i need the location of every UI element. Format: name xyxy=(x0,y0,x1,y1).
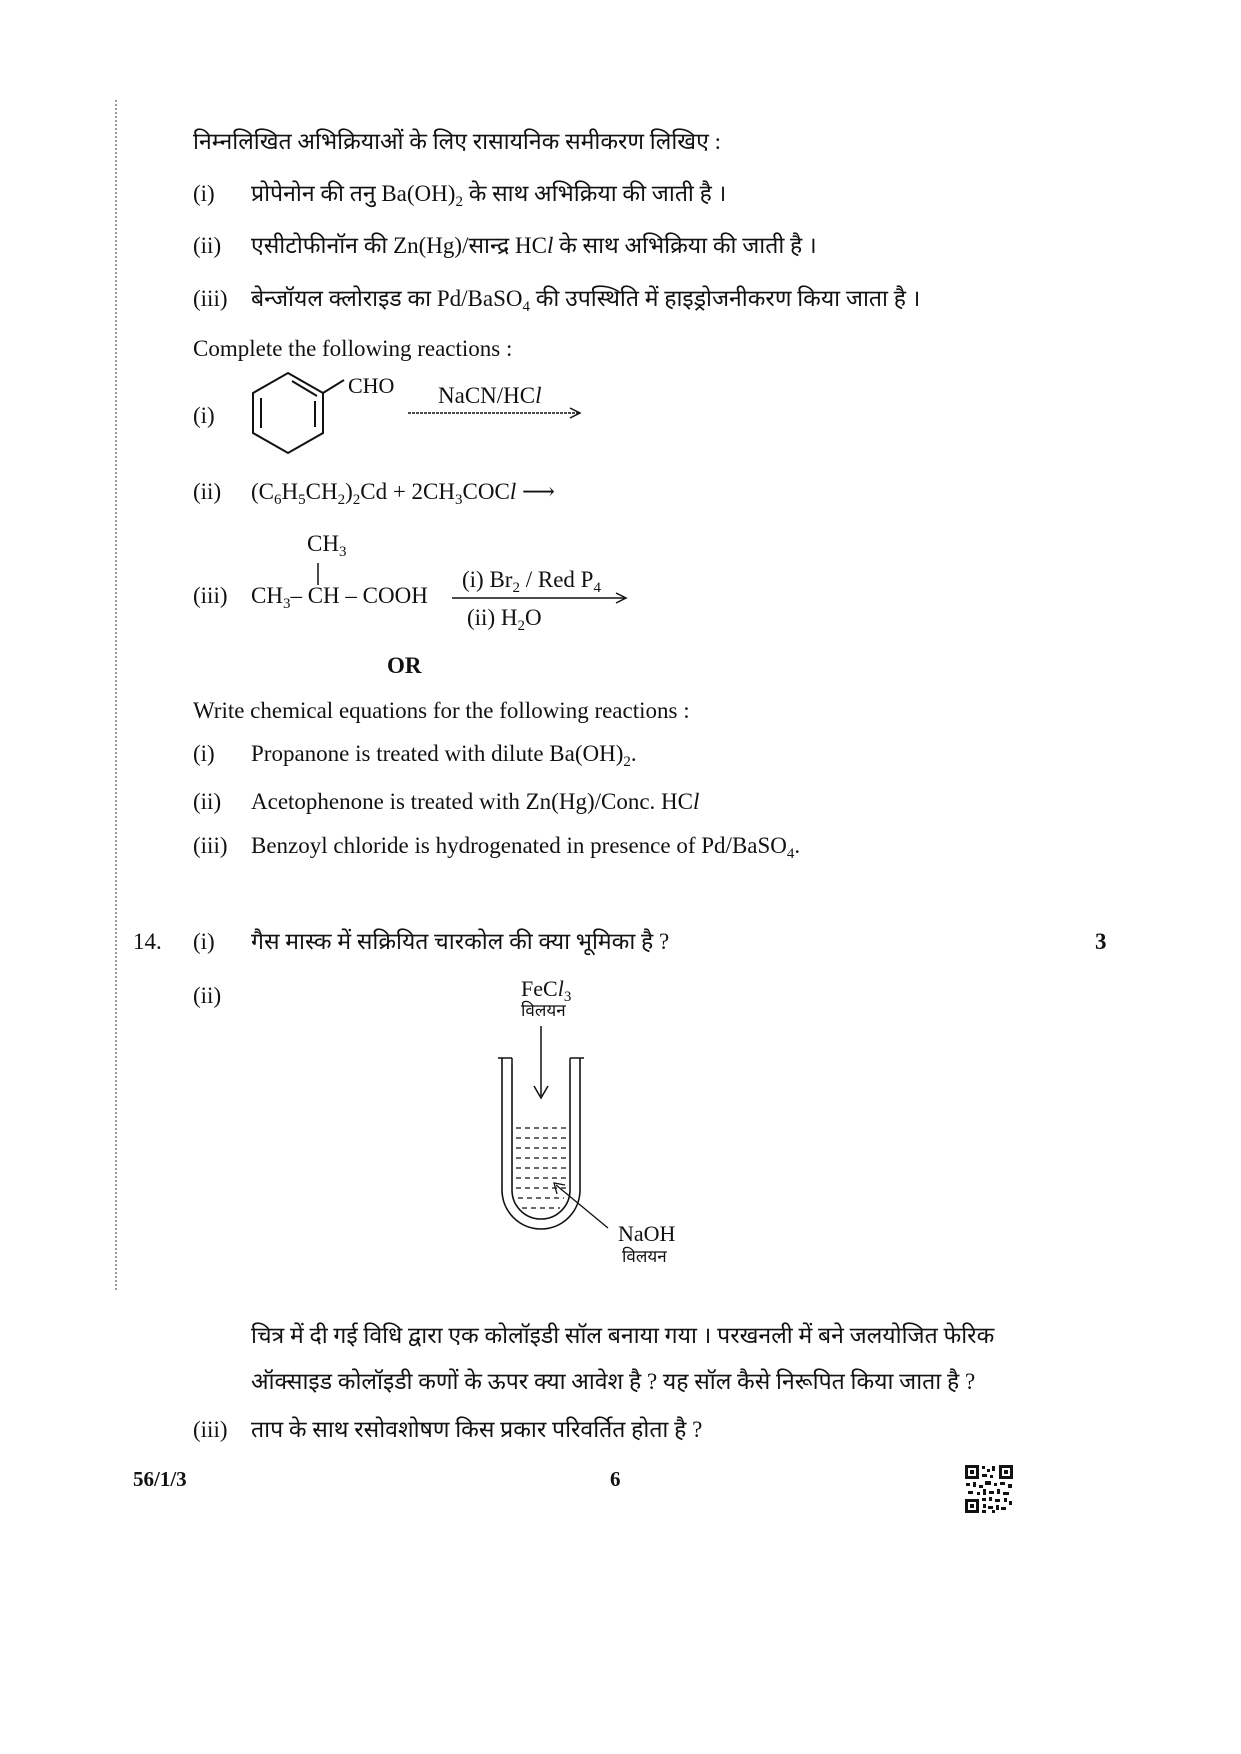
reaction-3-arrow xyxy=(452,592,632,604)
reaction-1-num: (i) xyxy=(193,403,215,428)
fecl3-label: FeCl$_3$ xyxy=(521,976,572,1005)
test-tube-diagram xyxy=(470,1020,670,1250)
english-item-num-1: (i) xyxy=(193,741,215,766)
naoh-label: NaOH xyxy=(618,1221,676,1246)
page-number: 6 xyxy=(610,1467,621,1491)
hindi-item-num-1: (i) xyxy=(193,181,215,206)
q14-part-3-num: (iii) xyxy=(193,1417,228,1442)
benzene-ring-icon xyxy=(243,365,333,465)
reaction-3-num: (iii) xyxy=(193,583,228,608)
reaction-2-equation: $(C_6H_5CH_2)_2Cd$ + $2CH_3COCl$ ⟶ xyxy=(251,479,555,508)
paper-code: 56/1/3 xyxy=(133,1467,187,1491)
naoh-solution-label: विलयन xyxy=(622,1247,667,1266)
q14-part-1-text: गैस मास्क में सक्रियित चारकोल की क्या भूमिका है ? xyxy=(251,929,670,954)
aldehyde-group: CHO xyxy=(348,373,395,398)
reaction-3-branch: $CH_3$ xyxy=(307,531,347,560)
qr-code-icon xyxy=(965,1465,1013,1513)
english-item-num-2: (ii) xyxy=(193,789,222,814)
q14-part-2-text-line-1: चित्र में दी गई विधि द्वारा एक कोलॉइडी सॉल बनाया गया । परखनली में बने जलयोजित फेरिक xyxy=(251,1323,995,1348)
reaction-3-reagent-top: (i) $Br_2$ / Red $P_4$ xyxy=(462,567,601,596)
hindi-item-3: बेन्जॉयल क्लोराइड का Pd/BaSO$_4$ की उपस्थिति में हाइड्रोजनीकरण किया जाता है । xyxy=(251,286,921,315)
hindi-item-2: एसीटोफीनॉन की Zn(Hg)/सान्द्र HCl के साथ अभिक्रिया की जाती है । xyxy=(251,233,817,258)
fecl3-solution-label: विलयन xyxy=(521,1001,566,1020)
q14-part-2-num: (ii) xyxy=(193,983,222,1008)
margin-dotted-line xyxy=(115,100,117,1290)
hindi-item-num-2: (ii) xyxy=(193,233,222,258)
english-item-1: Propanone is treated with dilute $Ba(OH)_2$. xyxy=(251,741,637,770)
english-item-num-3: (iii) xyxy=(193,833,228,858)
reaction-3-reagent-bottom: (ii) $H_2O$ xyxy=(467,605,542,634)
marks: 3 xyxy=(1095,929,1107,954)
reaction-1-arrow xyxy=(408,407,588,419)
q14-part-1-num: (i) xyxy=(193,929,215,954)
hindi-item-1: प्रोपेनोन की तनु $Ba(OH)_2$ के साथ अभिक्रिया की जाती है । xyxy=(251,181,727,210)
question-number: 14. xyxy=(133,929,162,954)
hindi-intro: निम्नलिखित अभिक्रियाओं के लिए रासायनिक समीकरण लिखिए : xyxy=(193,129,721,154)
q14-part-3-text: ताप के साथ रसोवशोषण किस प्रकार परिवर्तित होता है ? xyxy=(251,1417,703,1442)
reaction-2-num: (ii) xyxy=(193,479,222,504)
english-intro: Write chemical equations for the following reactions : xyxy=(193,698,690,723)
reaction-1-reagent: NaCN/HCl xyxy=(438,383,542,408)
hindi-item-num-3: (iii) xyxy=(193,286,228,311)
or-separator: OR xyxy=(387,653,422,678)
english-item-3: Benzoyl chloride is hydrogenated in presence of Pd/BaSO$_4$. xyxy=(251,833,801,862)
english-item-2: Acetophenone is treated with Zn(Hg)/Conc. HCl xyxy=(251,789,700,814)
reaction-3-substrate: $CH_3-$ CH – COOH xyxy=(251,583,428,612)
complete-intro: Complete the following reactions : xyxy=(193,336,513,361)
q14-part-2-text-line-2: ऑक्साइड कोलॉइडी कणों के ऊपर क्या आवेश है ? यह सॉल कैसे निरूपित किया जाता है ? xyxy=(251,1369,976,1394)
